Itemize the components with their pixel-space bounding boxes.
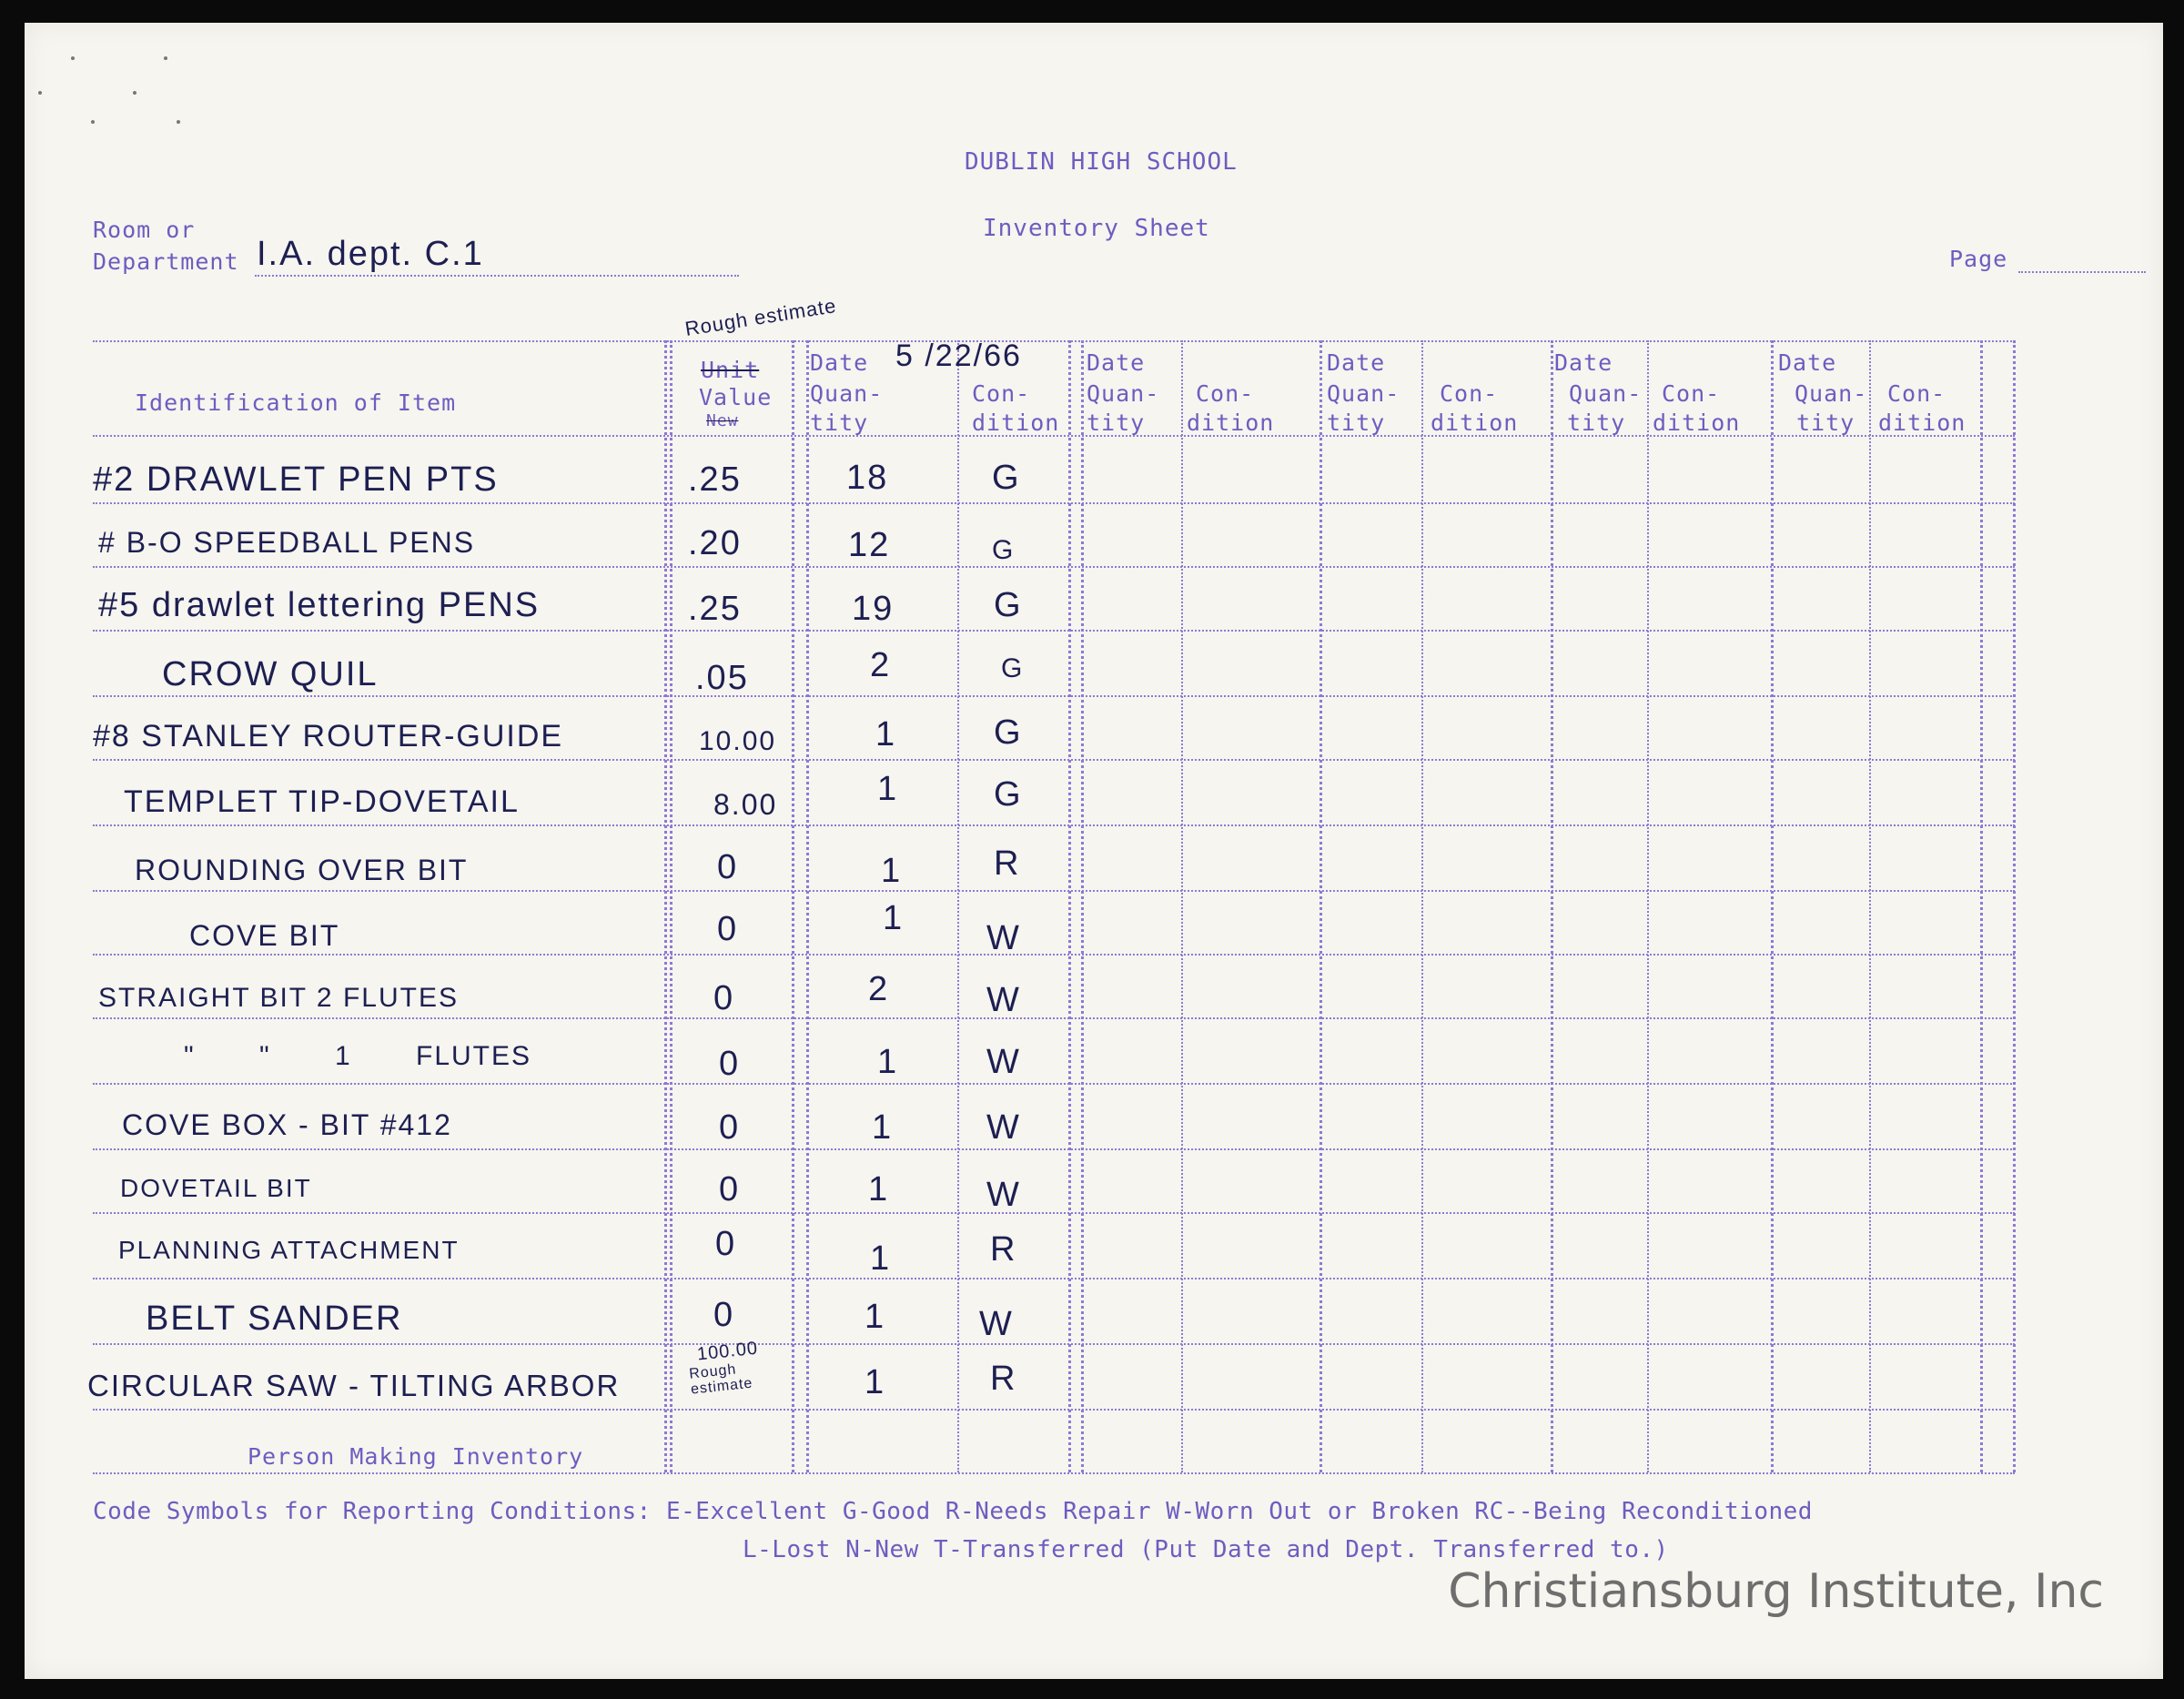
item-value: 0 (713, 1296, 735, 1334)
item-quantity: 1 (864, 1363, 886, 1401)
col-header-value: Value (699, 384, 773, 410)
sheet-title: Inventory Sheet (983, 215, 1210, 242)
col-header-quantity: Quan- (1087, 380, 1160, 407)
col-header-date: Date (1327, 349, 1386, 376)
item-name: CIRCULAR SAW - TILTING ARBOR (87, 1369, 621, 1402)
paper-mark (38, 91, 42, 95)
col-line (664, 340, 667, 1472)
col-line (1320, 340, 1322, 1472)
item-value: .20 (688, 524, 742, 562)
item-value: .25 (688, 460, 742, 499)
item-value: 0 (719, 1108, 741, 1147)
condition-codes-line-2: L-Lost N-New T-Transferred (Put Date and Dept. Transferred to.) (743, 1536, 1669, 1563)
item-value: 0 (717, 848, 739, 886)
col-header-condition: Con- (1196, 380, 1255, 407)
col-header-condition: Con- (1662, 380, 1721, 407)
col-header-date: Date (1554, 349, 1613, 376)
item-quantity: 19 (852, 590, 895, 628)
item-condition: R (990, 1230, 1017, 1269)
paper-mark (71, 56, 75, 60)
item-quantity: 18 (846, 459, 889, 497)
col-header-identification: Identification of Item (135, 389, 457, 416)
item-quantity: 1 (868, 1170, 890, 1209)
item-name: COVE BOX - BIT #412 (122, 1108, 452, 1141)
col-line (2013, 340, 2016, 1472)
item-value: 8.00 (713, 788, 778, 821)
item-name: TEMPLET TIP-DOVETAIL (124, 784, 520, 819)
row-line (93, 759, 2015, 761)
item-value: 0 (717, 910, 739, 948)
item-name: #8 STANLEY ROUTER-GUIDE (93, 719, 564, 753)
item-name: BELT SANDER (146, 1300, 403, 1338)
department-label: Department (93, 248, 239, 275)
col-line (1980, 340, 1983, 1472)
item-value-note: Rough estimate (688, 1361, 754, 1398)
page-underline (2018, 271, 2146, 273)
col-header-condition: Con- (972, 380, 1031, 407)
row-line (93, 824, 2015, 826)
col-header-condition: dition (972, 410, 1060, 436)
col-header-condition: Con- (1440, 380, 1499, 407)
item-name: CROW QUIL (162, 655, 379, 693)
item-name: STRAIGHT BIT 2 FLUTES (98, 983, 459, 1013)
row-line (93, 630, 2015, 632)
department-underline (255, 275, 739, 277)
watermark: Christiansburg Institute, Inc (1448, 1564, 2104, 1619)
col-line (1421, 340, 1423, 1472)
col-line (1771, 340, 1774, 1472)
table-top-line (93, 340, 2015, 342)
col-header-condition: dition (1878, 410, 1967, 436)
col-line (792, 340, 794, 1472)
col-header-condition: dition (1431, 410, 1519, 436)
row-line (93, 1343, 2015, 1345)
item-value: .05 (695, 659, 749, 697)
col-header-condition: dition (1653, 410, 1741, 436)
item-value: 0 (719, 1045, 741, 1083)
item-name: # B-O SPEEDBALL PENS (98, 526, 476, 559)
col-header-quantity: tity (1087, 410, 1146, 436)
row-line (93, 1278, 2015, 1279)
row-line (93, 1212, 2015, 1214)
item-quantity: 2 (868, 970, 890, 1008)
item-name: ROUNDING OVER BIT (135, 854, 469, 886)
paper-mark (133, 91, 136, 95)
col-line (670, 340, 672, 1472)
item-condition: G (1001, 653, 1025, 683)
item-name: PLANNING ATTACHMENT (118, 1236, 460, 1264)
item-quantity: 2 (870, 646, 892, 684)
col-header-quantity: Quan- (1327, 380, 1400, 407)
col-header-quantity: Quan- (1569, 380, 1643, 407)
col-header-quantity: Quan- (810, 380, 884, 407)
item-condition: G (992, 535, 1016, 565)
row-line (93, 695, 2015, 697)
col-header-quantity: tity (1796, 410, 1855, 436)
item-condition: G (994, 586, 1023, 624)
item-condition: W (986, 919, 1021, 957)
item-value: 0 (719, 1170, 741, 1209)
item-quantity: 1 (877, 1043, 899, 1081)
col-line (806, 340, 809, 1472)
col-header-quantity: Quan- (1795, 380, 1868, 407)
row-line (93, 1472, 2015, 1474)
row-line (93, 1148, 2015, 1150)
item-condition: G (994, 775, 1023, 814)
item-condition: G (992, 459, 1021, 497)
item-quantity: 12 (848, 526, 891, 564)
item-value: .25 (688, 590, 742, 628)
col-line (1181, 340, 1183, 1472)
item-condition: W (986, 1108, 1021, 1147)
row-line (93, 502, 2015, 504)
item-quantity: 1 (870, 1239, 892, 1278)
department-value: I.A. dept. C.1 (257, 235, 484, 273)
item-condition: G (994, 713, 1023, 752)
item-condition: W (979, 1305, 1014, 1343)
col-header-quantity: tity (1327, 410, 1386, 436)
col-line (957, 340, 959, 1472)
col-header-date: Date (1778, 349, 1837, 376)
page-label: Page (1949, 246, 2008, 272)
col-line (1647, 340, 1649, 1472)
col-line (1068, 340, 1071, 1472)
room-label: Room or (93, 217, 196, 243)
row-line (93, 954, 2015, 956)
col-header-unit: Unit (701, 357, 760, 383)
paper-mark (91, 120, 95, 124)
item-name: COVE BIT (189, 919, 340, 952)
row-line (93, 566, 2015, 568)
col-header-new: New (706, 411, 739, 430)
item-value: 0 (715, 1225, 737, 1263)
item-value: 10.00 (699, 726, 777, 756)
date-value: 5 /22/66 (895, 339, 1022, 373)
item-quantity: 1 (875, 715, 897, 753)
person-making-inventory-label: Person Making Inventory (248, 1443, 584, 1470)
item-quantity: 1 (881, 852, 903, 890)
col-header-quantity: tity (1567, 410, 1626, 436)
col-header-condition: dition (1187, 410, 1275, 436)
item-name: #5 drawlet lettering PENS (98, 586, 541, 624)
item-quantity: 1 (883, 899, 905, 937)
item-name: " " 1 FLUTES (184, 1041, 532, 1071)
col-header-quantity: tity (810, 410, 869, 436)
item-condition: W (986, 981, 1021, 1019)
item-condition: R (990, 1360, 1017, 1398)
rough-estimate-note: Rough estimate (683, 294, 838, 341)
condition-codes-line-1: Code Symbols for Reporting Conditions: E-Excellent G-Good R-Needs Repair W-Worn Out or Broken RC--Being Reconditioned (93, 1498, 1813, 1525)
paper-mark (164, 56, 167, 60)
item-value: 0 (713, 979, 735, 1017)
item-condition: R (994, 844, 1021, 883)
item-condition: W (986, 1176, 1021, 1214)
item-name: DOVETAIL BIT (120, 1174, 312, 1202)
col-line (1081, 340, 1084, 1472)
row-line (93, 1083, 2015, 1085)
row-line (93, 890, 2015, 892)
school-title: DUBLIN HIGH SCHOOL (965, 148, 1238, 176)
col-header-date: Date (810, 349, 869, 376)
row-line (93, 1017, 2015, 1019)
item-quantity: 1 (872, 1108, 894, 1147)
col-line (1869, 340, 1871, 1472)
col-line (1551, 340, 1553, 1472)
item-quantity: 1 (864, 1298, 886, 1336)
row-line (93, 1409, 2015, 1411)
col-header-condition: Con- (1887, 380, 1946, 407)
item-quantity: 1 (877, 770, 899, 808)
item-name: #2 DRAWLET PEN PTS (93, 460, 499, 499)
item-value: 100.00 (695, 1338, 760, 1365)
item-condition: W (986, 1043, 1021, 1081)
col-header-date: Date (1087, 349, 1146, 376)
paper-mark (177, 120, 180, 124)
